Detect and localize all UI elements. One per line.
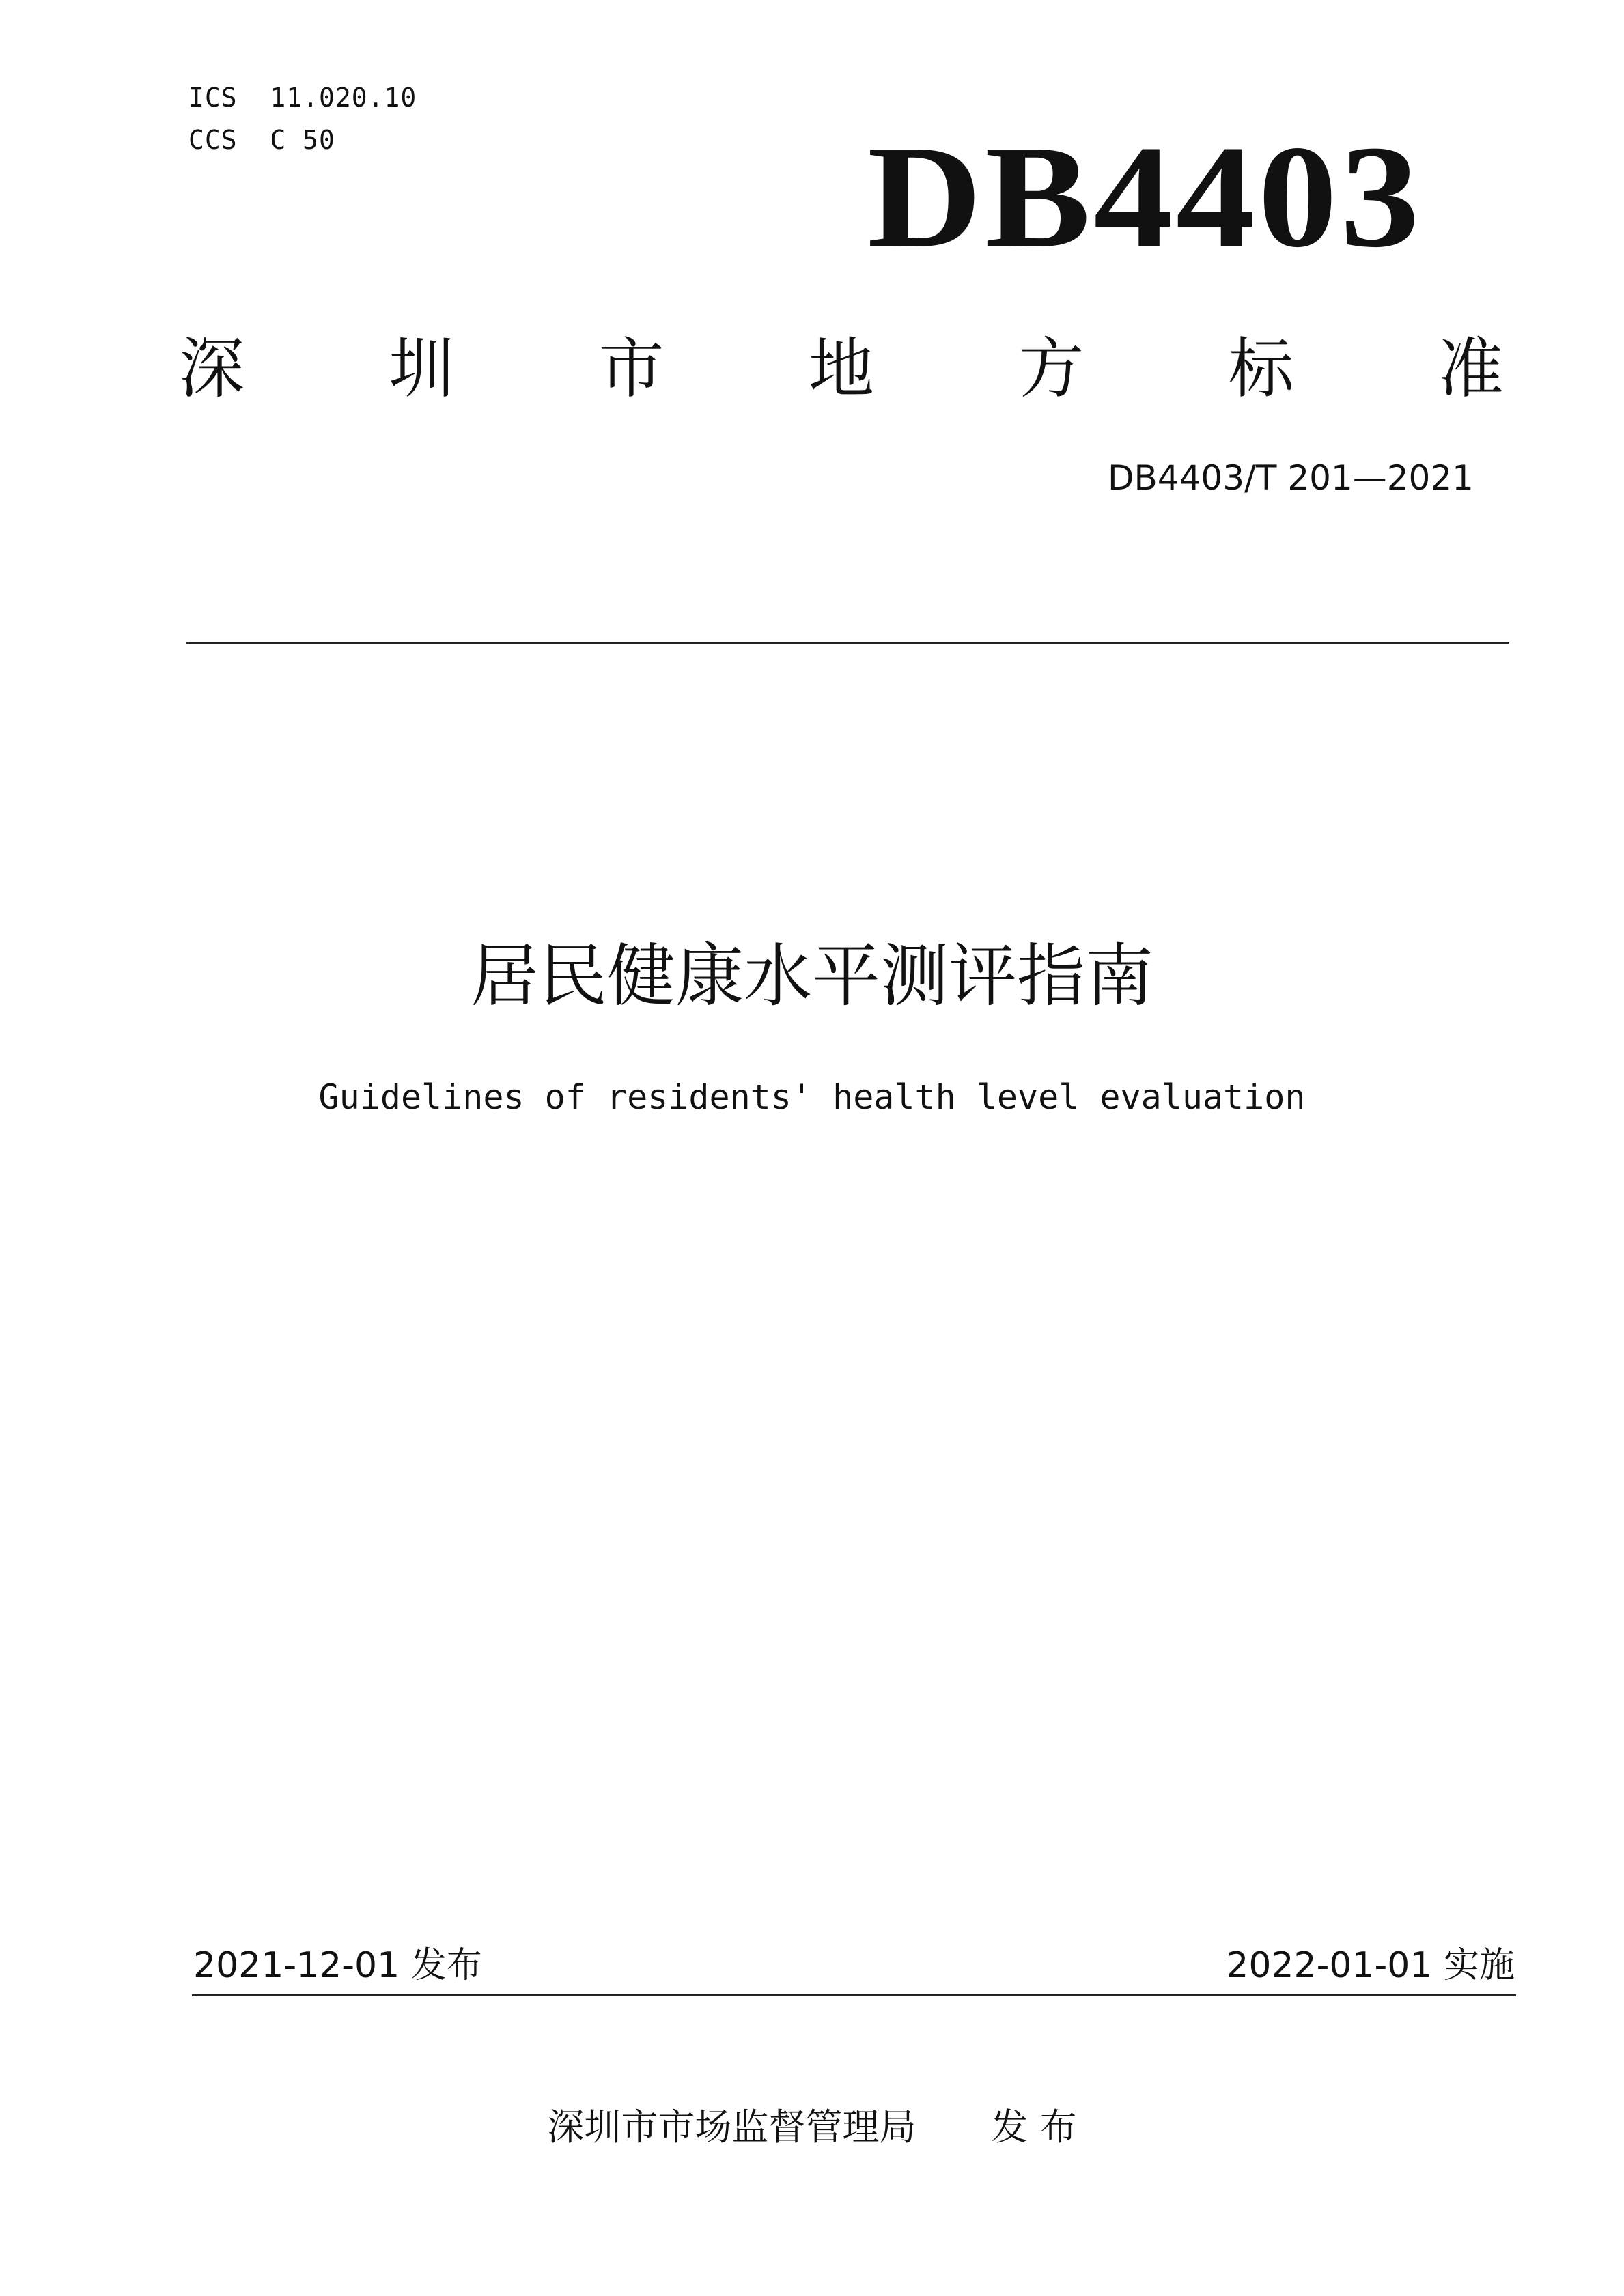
classification-codes [188, 76, 417, 161]
standard-type-char: 深 [179, 330, 244, 407]
standard-code-mark: DB4403 [867, 115, 1423, 278]
standard-type-char: 市 [598, 330, 664, 407]
implementation-date: 2022-01-01 实施 [1226, 1945, 1515, 1986]
standard-type-char: 方 [1018, 330, 1084, 407]
document-title-english: Guidelines of residents' health level evaluation [318, 1077, 1306, 1117]
footer-divider [192, 1994, 1516, 1996]
standard-type-char: 标 [1228, 330, 1294, 407]
issue-date: 2021-12-01 发布 [193, 1945, 482, 1986]
standard-number: DB4403/T 201—2021 [1107, 458, 1474, 498]
header-divider [186, 642, 1509, 644]
publisher-line [0, 2101, 1624, 2153]
publisher-agency: 深圳市市场监督管理局 [547, 2106, 916, 2149]
standard-type-title [179, 328, 1504, 410]
publisher-action: 发 布 [991, 2106, 1077, 2149]
document-title-chinese: 居民健康水平测评指南 [471, 936, 1153, 1016]
standard-type-char: 地 [808, 330, 874, 407]
standard-type-char: 圳 [389, 330, 455, 407]
ccs-code: CCS C 50 [188, 125, 335, 155]
standard-type-char: 准 [1438, 330, 1504, 407]
ics-code: ICS 11.020.10 [188, 83, 417, 113]
